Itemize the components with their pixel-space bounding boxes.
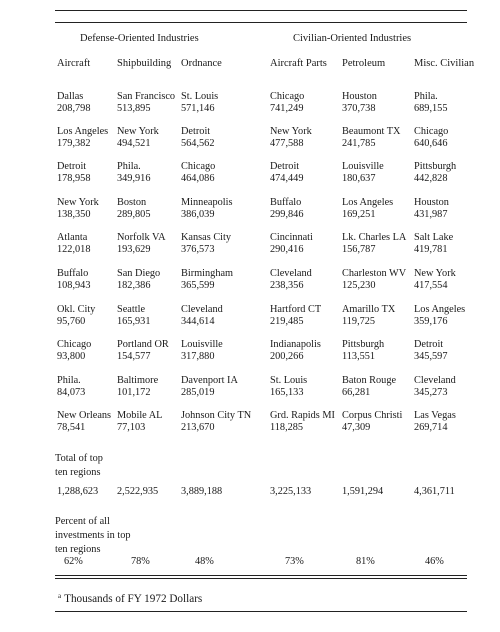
column-header-misc-civilian: Misc. Civilian	[414, 58, 475, 69]
table-cell-value: 238,356	[270, 280, 304, 291]
defense-group-header: Defense-Oriented Industries	[80, 33, 199, 44]
table-cell-city: Grd. Rapids MI	[270, 410, 335, 421]
table-cell-city: Los Angeles	[414, 304, 466, 315]
table-cell-value: 193,629	[117, 244, 151, 255]
table-cell-city: Amarillo TX	[342, 304, 396, 315]
table-cell-city: Phila.	[117, 161, 141, 172]
civilian-group-header: Civilian-Oriented Industries	[293, 33, 412, 44]
table-cell-city: Detroit	[270, 161, 300, 172]
table-cell-city: Cleveland	[414, 375, 456, 386]
bottom-rule	[55, 611, 467, 612]
table-cell-city: New York	[117, 126, 159, 137]
percent-label-line: Percent of all	[55, 516, 110, 527]
table-cell-value: 345,597	[414, 351, 448, 362]
percent-value-ordnance: 48%	[195, 556, 214, 567]
table-cell-city: Los Angeles	[342, 197, 394, 208]
total-value-aircraft-parts: 3,225,133	[270, 486, 312, 497]
column-header-aircraft: Aircraft	[57, 58, 91, 69]
table-cell-value: 317,880	[181, 351, 215, 362]
table-cell-city: Pittsburgh	[414, 161, 457, 172]
table-cell-city: New York	[270, 126, 312, 137]
table-cell-value: 564,562	[181, 138, 215, 149]
total-value-shipbuilding: 2,522,935	[117, 486, 159, 497]
table-cell-value: 118,285	[270, 422, 304, 433]
table-cell-city: Johnson City TN	[181, 410, 252, 421]
table-cell-value: 431,987	[414, 209, 448, 220]
table-cell-value: 154,577	[117, 351, 151, 362]
table-cell-city: Pittsburgh	[342, 339, 385, 350]
table-cell-city: Chicago	[57, 339, 92, 350]
table-cell-value: 119,725	[342, 316, 376, 327]
table-cell-value: 95,760	[57, 316, 86, 327]
total-value-ordnance: 3,889,188	[181, 486, 223, 497]
table-cell-value: 113,551	[342, 351, 376, 362]
column-header-ordnance: Ordnance	[181, 58, 222, 69]
percent-value-petroleum: 81%	[356, 556, 375, 567]
table-cell-value: 269,714	[414, 422, 448, 433]
table-cell-value: 122,018	[57, 244, 91, 255]
table-cell-value: 299,846	[270, 209, 304, 220]
table-cell-value: 640,646	[414, 138, 448, 149]
table-cell-city: Detroit	[414, 339, 444, 350]
totals-bottom-rule	[55, 578, 467, 579]
table-cell-value: 77,103	[117, 422, 146, 433]
table-cell-value: 442,828	[414, 173, 448, 184]
total-label-line: Total of top	[55, 453, 103, 464]
column-header-shipbuilding: Shipbuilding	[117, 58, 172, 69]
table-cell-value: 349,916	[117, 173, 151, 184]
table-cell-city: St. Louis	[181, 91, 219, 102]
table-cell-city: San Francisco	[117, 91, 176, 102]
table-cell-city: Baton Rouge	[342, 375, 397, 386]
table-cell-city: Detroit	[57, 161, 87, 172]
table-cell-city: Hartford CT	[270, 304, 322, 315]
table-cell-value: 419,781	[414, 244, 448, 255]
table-cell-city: Kansas City	[181, 232, 232, 243]
table-cell-value: 290,416	[270, 244, 304, 255]
footnote	[58, 593, 202, 605]
table-cell-value: 178,958	[57, 173, 91, 184]
footnote-marker: a	[58, 592, 62, 600]
table-cell-city: Indianapolis	[270, 339, 321, 350]
table-cell-value: 165,931	[117, 316, 151, 327]
percent-value-aircraft-parts: 73%	[285, 556, 304, 567]
table-cell-city: New Orleans	[57, 410, 112, 421]
percent-value-aircraft: 62%	[64, 556, 83, 567]
table-cell-city: Cleveland	[181, 304, 223, 315]
table-cell-city: Chicago	[181, 161, 216, 172]
table-cell-city: Norfolk VA	[117, 232, 166, 243]
table-cell-value: 179,382	[57, 138, 91, 149]
table-cell-city: San Diego	[117, 268, 161, 279]
table-cell-city: Lk. Charles LA	[342, 232, 407, 243]
footnote-text: Thousands of FY 1972 Dollars	[64, 593, 203, 605]
table-cell-value: 78,541	[57, 422, 86, 433]
percent-label-line: investments in top	[55, 530, 131, 541]
column-header-aircraft-parts: Aircraft Parts	[270, 58, 327, 69]
table-cell-city: Dallas	[57, 91, 84, 102]
table-cell-value: 370,738	[342, 103, 376, 114]
table-cell-value: 241,785	[342, 138, 376, 149]
table-cell-city: Salt Lake	[414, 232, 454, 243]
table-cell-value: 84,073	[57, 387, 86, 398]
column-header-petroleum: Petroleum	[342, 58, 386, 69]
table-cell-city: Louisville	[342, 161, 384, 172]
table-cell-city: Chicago	[270, 91, 305, 102]
table-cell-city: Cincinnati	[270, 232, 313, 243]
table-cell-city: Buffalo	[270, 197, 302, 208]
table-cell-city: Los Angeles	[57, 126, 109, 137]
percent-value-shipbuilding: 78%	[131, 556, 150, 567]
table-cell-city: Boston	[117, 197, 147, 208]
table-cell-value: 344,614	[181, 316, 215, 327]
table-cell-value: 386,039	[181, 209, 215, 220]
table-cell-value: 359,176	[414, 316, 448, 327]
table-cell-value: 200,266	[270, 351, 304, 362]
table-cell-city: Buffalo	[57, 268, 89, 279]
table-cell-city: Mobile AL	[117, 410, 163, 421]
table-cell-city: Houston	[342, 91, 377, 102]
table-cell-value: 417,554	[414, 280, 448, 291]
table-cell-city: Las Vegas	[414, 410, 456, 421]
table-cell-city: Minneapolis	[181, 197, 233, 208]
table-cell-value: 285,019	[181, 387, 215, 398]
table-cell-city: Atlanta	[57, 232, 88, 243]
table-cell-value: 208,798	[57, 103, 91, 114]
table-cell-city: Seattle	[117, 304, 146, 315]
table-cell-value: 289,805	[117, 209, 151, 220]
total-label-line: ten regions	[55, 467, 101, 478]
table-cell-city: Portland OR	[117, 339, 169, 350]
table-cell-city: Houston	[414, 197, 449, 208]
table-cell-city: Charleston WV	[342, 268, 407, 279]
table-cell-value: 66,281	[342, 387, 371, 398]
table-cell-city: Birmingham	[181, 268, 234, 279]
table-cell-value: 219,485	[270, 316, 304, 327]
total-value-petroleum: 1,591,294	[342, 486, 384, 497]
table-cell-city: New York	[57, 197, 99, 208]
table-cell-city: Corpus Christi	[342, 410, 403, 421]
table-cell-value: 571,146	[181, 103, 215, 114]
table-cell-value: 101,172	[117, 387, 151, 398]
table-cell-value: 477,588	[270, 138, 304, 149]
table-cell-value: 180,637	[342, 173, 376, 184]
table-cell-value: 494,521	[117, 138, 151, 149]
total-value-aircraft: 1,288,623	[57, 486, 99, 497]
totals-top-rule	[55, 575, 467, 576]
table-cell-value: 93,800	[57, 351, 86, 362]
table-cell-value: 345,273	[414, 387, 448, 398]
table-cell-city: Okl. City	[57, 304, 96, 315]
table-cell-city: Phila.	[414, 91, 438, 102]
table-cell-value: 213,670	[181, 422, 215, 433]
table-cell-value: 165,133	[270, 387, 304, 398]
percent-value-misc-civilian: 46%	[425, 556, 444, 567]
table-cell-city: Detroit	[181, 126, 211, 137]
table-cell-value: 47,309	[342, 422, 371, 433]
table-cell-value: 474,449	[270, 173, 304, 184]
table-cell-city: Baltimore	[117, 375, 159, 386]
table-cell-city: Beaumont TX	[342, 126, 401, 137]
table-cell-city: Cleveland	[270, 268, 312, 279]
table-cell-city: Davenport IA	[181, 375, 238, 386]
table-cell-value: 464,086	[181, 173, 215, 184]
table-cell-value: 513,895	[117, 103, 151, 114]
table-cell-value: 182,386	[117, 280, 151, 291]
table-cell-city: New York	[414, 268, 456, 279]
header-rule	[55, 22, 467, 23]
total-value-misc-civilian: 4,361,711	[414, 486, 455, 497]
table-cell-value: 108,943	[57, 280, 91, 291]
table-cell-city: St. Louis	[270, 375, 308, 386]
table-cell-value: 689,155	[414, 103, 448, 114]
table-cell-value: 741,249	[270, 103, 304, 114]
table-cell-value: 138,350	[57, 209, 91, 220]
table-cell-value: 156,787	[342, 244, 376, 255]
table-cell-city: Phila.	[57, 375, 81, 386]
top-rule	[55, 10, 467, 11]
percent-label-line: ten regions	[55, 544, 101, 555]
table-cell-city: Chicago	[414, 126, 449, 137]
table-cell-city: Louisville	[181, 339, 223, 350]
table-cell-value: 376,573	[181, 244, 215, 255]
table-cell-value: 365,599	[181, 280, 215, 291]
table-cell-value: 125,230	[342, 280, 376, 291]
table-cell-value: 169,251	[342, 209, 376, 220]
